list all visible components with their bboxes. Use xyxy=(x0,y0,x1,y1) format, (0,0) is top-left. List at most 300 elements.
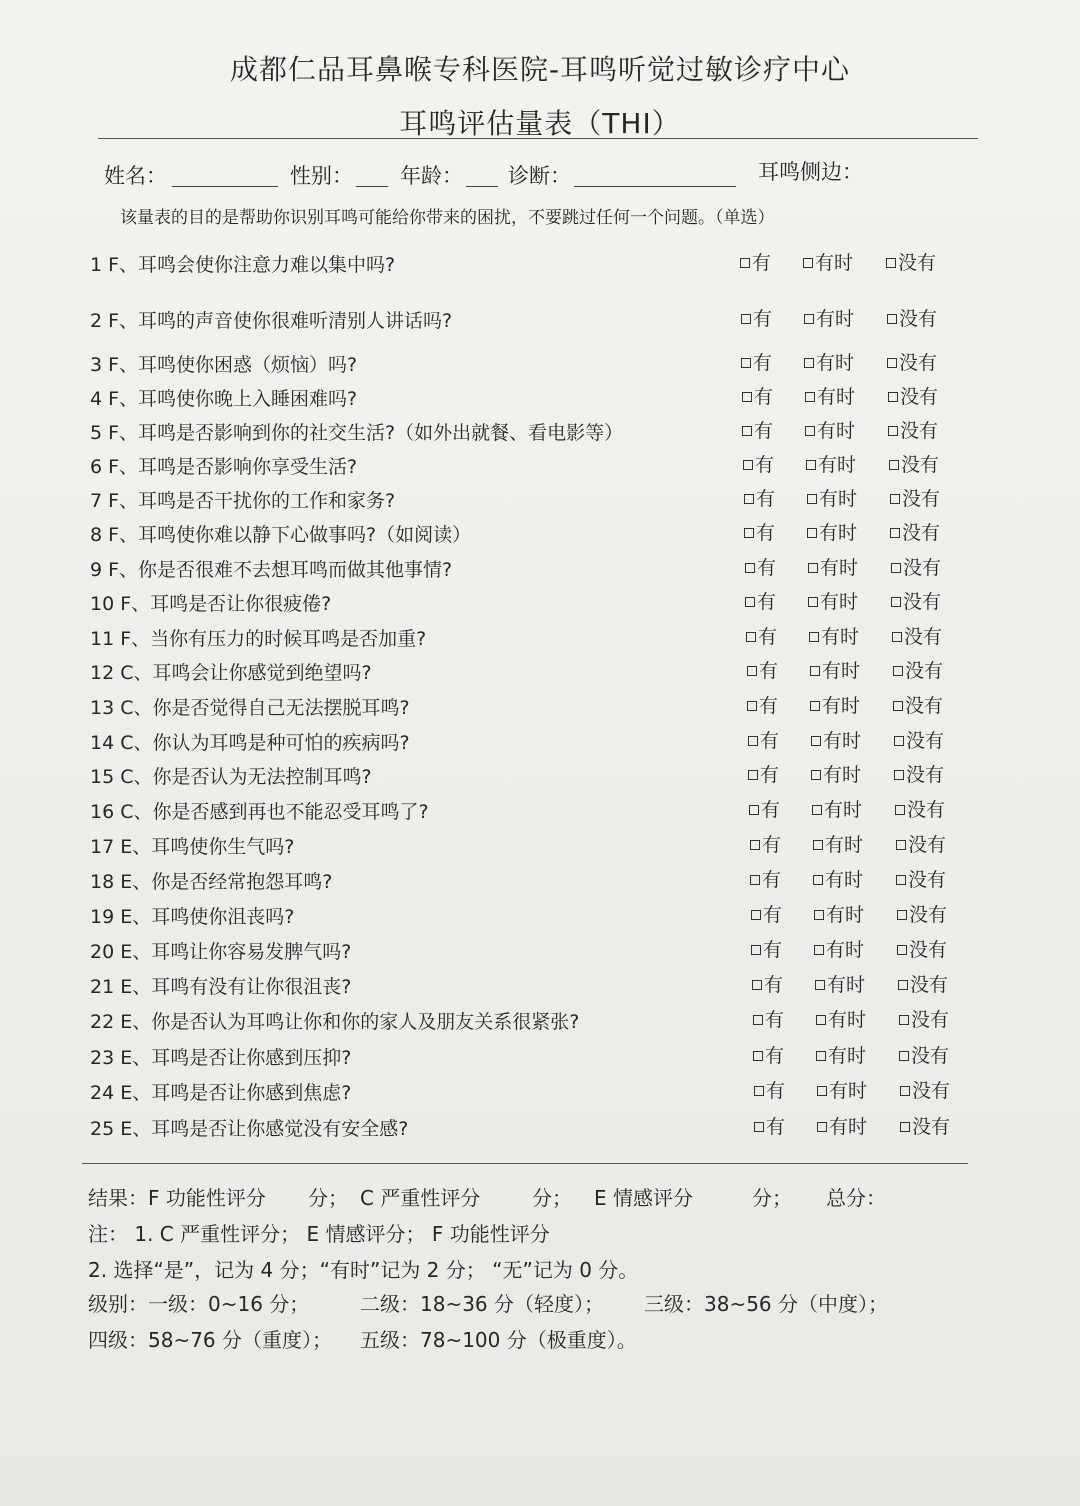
question-row xyxy=(0,622,1080,652)
gender-field[interactable] xyxy=(356,186,388,187)
option-label: 有时 xyxy=(822,695,861,717)
checkbox-icon[interactable] xyxy=(816,1015,826,1025)
option-no[interactable] xyxy=(896,830,946,857)
option-label: 没有 xyxy=(904,626,943,648)
option-yes[interactable] xyxy=(744,518,775,545)
checkbox-icon[interactable] xyxy=(898,980,908,990)
option-sometimes[interactable] xyxy=(809,622,859,649)
option-no[interactable] xyxy=(897,935,947,962)
question-row xyxy=(0,1076,1080,1106)
name-field[interactable] xyxy=(172,186,278,187)
option-yes[interactable] xyxy=(746,622,777,649)
question-text: 4 F、耳鸣使你晚上入睡困难吗? xyxy=(90,388,358,410)
question-text: 8 F、耳鸣使你难以静下心做事吗?（如阅读） xyxy=(90,524,472,546)
option-no[interactable] xyxy=(886,248,936,275)
checkbox-icon[interactable] xyxy=(892,632,902,642)
option-label: 有时 xyxy=(820,557,859,579)
grade-5: 五级：78~100 分（极重度）。 xyxy=(360,1328,637,1352)
option-label: 有时 xyxy=(823,730,862,752)
option-no[interactable] xyxy=(887,348,937,375)
age-label: 年龄： xyxy=(400,164,463,188)
checkbox-icon[interactable] xyxy=(891,597,901,607)
option-label: 没有 xyxy=(899,308,938,330)
grade-4: 四级：58~76 分（重度）； xyxy=(88,1328,333,1352)
checkbox-icon[interactable] xyxy=(897,945,907,955)
option-label: 有时 xyxy=(819,488,858,510)
option-yes[interactable] xyxy=(743,450,774,477)
option-sometimes[interactable] xyxy=(808,553,858,580)
option-label: 有时 xyxy=(817,420,856,442)
option-sometimes[interactable] xyxy=(805,416,855,443)
option-sometimes[interactable] xyxy=(805,382,855,409)
option-sometimes[interactable] xyxy=(814,935,864,962)
option-label: 没有 xyxy=(911,1045,950,1067)
checkbox-icon[interactable] xyxy=(815,980,825,990)
option-sometimes[interactable] xyxy=(811,726,861,753)
checkbox-icon[interactable] xyxy=(745,597,755,607)
option-label: 有 xyxy=(762,869,782,891)
hospital-name: 成都仁品耳鼻喉专科医院-耳鸣听觉过敏诊疗中心 xyxy=(229,53,851,86)
option-label: 有时 xyxy=(825,869,864,891)
checkbox-icon[interactable] xyxy=(894,770,904,780)
option-no[interactable] xyxy=(893,691,943,718)
checkbox-icon[interactable] xyxy=(886,258,896,268)
question-text: 16 C、你是否感到再也不能忍受耳鸣了? xyxy=(90,801,429,823)
option-label: 没有 xyxy=(903,591,942,613)
option-yes[interactable] xyxy=(741,304,772,331)
e-score-label: E 情感评分 xyxy=(594,1186,693,1210)
question-row xyxy=(0,1112,1080,1142)
question-text: 22 E、你是否认为耳鸣让你和你的家人及朋友关系很紧张? xyxy=(90,1011,580,1033)
checkbox-icon[interactable] xyxy=(893,666,903,676)
checkbox-icon[interactable] xyxy=(809,632,819,642)
option-label: 有时 xyxy=(826,904,865,926)
checkbox-icon[interactable] xyxy=(891,563,901,573)
name-label: 姓名： xyxy=(104,164,167,188)
option-sometimes[interactable] xyxy=(804,348,854,375)
checkbox-icon[interactable] xyxy=(807,494,817,504)
checkbox-icon[interactable] xyxy=(813,840,823,850)
option-no[interactable] xyxy=(894,760,944,787)
option-label: 有时 xyxy=(816,352,855,374)
checkbox-icon[interactable] xyxy=(804,314,814,324)
checkbox-icon[interactable] xyxy=(893,701,903,711)
checkbox-icon[interactable] xyxy=(749,805,759,815)
checkbox-icon[interactable] xyxy=(899,1015,909,1025)
option-label: 有 xyxy=(761,799,781,821)
option-label: 有时 xyxy=(825,834,864,856)
option-label: 有时 xyxy=(820,591,859,613)
checkbox-icon[interactable] xyxy=(808,563,818,573)
option-label: 没有 xyxy=(908,834,947,856)
grade-3: 三级：38~56 分（中度）； xyxy=(644,1292,889,1316)
option-sometimes[interactable] xyxy=(813,865,863,892)
option-label: 有时 xyxy=(824,799,863,821)
results-label: 结果： xyxy=(88,1186,148,1210)
question-text: 19 E、耳鸣使你沮丧吗? xyxy=(90,906,295,928)
instruction-text: 该量表的目的是帮助你识别耳鸣可能给你带来的困扰，不要跳过任何一个问题。（单选） xyxy=(120,208,775,228)
question-text: 14 C、你认为耳鸣是种可怕的疾病吗? xyxy=(90,732,410,754)
option-sometimes[interactable] xyxy=(811,760,861,787)
question-row xyxy=(0,656,1080,686)
question-row xyxy=(0,304,1080,334)
option-no[interactable] xyxy=(899,1041,949,1068)
question-text: 1 F、耳鸣会使你注意力难以集中吗? xyxy=(90,254,396,276)
grade-1: 一级：0~16 分； xyxy=(148,1292,310,1316)
question-row xyxy=(0,382,1080,412)
option-yes[interactable] xyxy=(750,865,781,892)
option-yes[interactable] xyxy=(745,587,776,614)
checkbox-icon[interactable] xyxy=(743,460,753,470)
option-label: 没有 xyxy=(909,904,948,926)
checkbox-icon[interactable] xyxy=(750,875,760,885)
option-label: 有时 xyxy=(823,764,862,786)
option-label: 没有 xyxy=(901,454,940,476)
f-score-unit: 分； xyxy=(308,1186,348,1210)
option-label: 有 xyxy=(754,386,774,408)
option-sometimes[interactable] xyxy=(817,1076,867,1103)
question-text: 10 F、耳鸣是否让你很疲倦? xyxy=(90,593,332,615)
option-label: 有 xyxy=(757,591,777,613)
grade-2: 二级：18~36 分（轻度）； xyxy=(360,1292,605,1316)
age-field[interactable] xyxy=(466,186,498,187)
option-yes[interactable] xyxy=(745,553,776,580)
option-sometimes[interactable] xyxy=(807,518,857,545)
checkbox-icon[interactable] xyxy=(900,1122,910,1132)
checkbox-icon[interactable] xyxy=(887,358,897,368)
checkbox-icon[interactable] xyxy=(811,736,821,746)
checkbox-icon[interactable] xyxy=(806,460,816,470)
checkbox-icon[interactable] xyxy=(807,528,817,538)
option-label: 有 xyxy=(763,939,783,961)
checkbox-icon[interactable] xyxy=(894,736,904,746)
option-label: 有 xyxy=(765,1009,785,1031)
option-no[interactable] xyxy=(893,656,943,683)
question-row xyxy=(0,865,1080,895)
option-label: 有 xyxy=(758,626,778,648)
option-yes[interactable] xyxy=(753,1005,784,1032)
question-row xyxy=(0,1005,1080,1035)
diagnosis-label: 诊断： xyxy=(508,164,571,188)
option-no[interactable] xyxy=(888,416,938,443)
option-yes[interactable] xyxy=(740,248,771,275)
option-sometimes[interactable] xyxy=(815,970,865,997)
checkbox-icon[interactable] xyxy=(812,805,822,815)
checkbox-icon[interactable] xyxy=(895,805,905,815)
option-label: 有 xyxy=(759,695,779,717)
option-yes[interactable] xyxy=(754,1112,785,1139)
checkbox-icon[interactable] xyxy=(750,840,760,850)
checkbox-icon[interactable] xyxy=(740,258,750,268)
question-row xyxy=(0,935,1080,965)
tinnitus-side-label: 耳鸣侧边： xyxy=(758,160,863,184)
checkbox-icon[interactable] xyxy=(803,258,813,268)
checkbox-icon[interactable] xyxy=(753,1051,763,1061)
question-text: 21 E、耳鸣有没有让你很沮丧? xyxy=(90,976,352,998)
note-line-2: 2. 选择“是”，记为 4 分；“有时”记为 2 分； “无”记为 0 分。 xyxy=(88,1258,639,1282)
question-text: 24 E、耳鸣是否让你感到焦虑? xyxy=(90,1082,352,1104)
gender-label: 性别： xyxy=(290,164,353,188)
option-sometimes[interactable] xyxy=(806,450,856,477)
option-yes[interactable] xyxy=(751,900,782,927)
checkbox-icon[interactable] xyxy=(805,392,815,402)
option-label: 有 xyxy=(760,730,780,752)
checkbox-icon[interactable] xyxy=(741,314,751,324)
option-no[interactable] xyxy=(895,795,945,822)
checkbox-icon[interactable] xyxy=(745,563,755,573)
option-label: 没有 xyxy=(900,420,939,442)
option-sometimes[interactable] xyxy=(816,1041,866,1068)
checkbox-icon[interactable] xyxy=(744,494,754,504)
option-yes[interactable] xyxy=(750,830,781,857)
option-label: 有时 xyxy=(822,660,861,682)
question-row xyxy=(0,348,1080,378)
option-yes[interactable] xyxy=(748,726,779,753)
option-sometimes[interactable] xyxy=(810,656,860,683)
option-yes[interactable] xyxy=(752,970,783,997)
checkbox-icon[interactable] xyxy=(890,528,900,538)
checkbox-icon[interactable] xyxy=(814,945,824,955)
question-text: 18 E、你是否经常抱怨耳鸣? xyxy=(90,871,333,893)
option-label: 有 xyxy=(762,834,782,856)
option-label: 没有 xyxy=(899,352,938,374)
option-yes[interactable] xyxy=(751,935,782,962)
f-score-label: F 功能性评分 xyxy=(148,1186,266,1210)
question-text: 15 C、你是否认为无法控制耳鸣? xyxy=(90,766,372,788)
option-label: 没有 xyxy=(910,974,949,996)
question-text: 23 E、耳鸣是否让你感到压抑? xyxy=(90,1047,352,1069)
c-score-label: C 严重性评分 xyxy=(360,1186,481,1210)
e-score-unit: 分； xyxy=(752,1186,792,1210)
option-sometimes[interactable] xyxy=(812,795,862,822)
question-text: 17 E、耳鸣使你生气吗? xyxy=(90,836,295,858)
question-row xyxy=(0,970,1080,1000)
option-label: 有 xyxy=(753,308,773,330)
question-row xyxy=(0,691,1080,721)
question-row xyxy=(0,484,1080,514)
option-yes[interactable] xyxy=(747,691,778,718)
checkbox-icon[interactable] xyxy=(805,426,815,436)
option-yes[interactable] xyxy=(749,795,780,822)
results-divider xyxy=(82,1163,968,1164)
question-text: 9 F、你是否很难不去想耳鸣而做其他事情? xyxy=(90,559,453,581)
diagnosis-field[interactable] xyxy=(574,186,736,187)
option-label: 有 xyxy=(754,420,774,442)
question-text: 5 F、耳鸣是否影响到你的社交生活?（如外出就餐、看电影等） xyxy=(90,422,624,444)
question-text: 13 C、你是否觉得自己无法摆脱耳鸣? xyxy=(90,697,410,719)
option-no[interactable] xyxy=(898,970,948,997)
checkbox-icon[interactable] xyxy=(811,770,821,780)
c-score-unit: 分； xyxy=(532,1186,572,1210)
question-text: 11 F、当你有压力的时候耳鸣是否加重? xyxy=(90,628,427,650)
option-label: 有 xyxy=(766,1116,786,1138)
checkbox-icon[interactable] xyxy=(741,358,751,368)
question-text: 3 F、耳鸣使你困惑（烦恼）吗? xyxy=(90,354,358,376)
checkbox-icon[interactable] xyxy=(751,945,761,955)
option-no[interactable] xyxy=(890,484,940,511)
option-no[interactable] xyxy=(891,587,941,614)
option-label: 有 xyxy=(757,557,777,579)
checkbox-icon[interactable] xyxy=(817,1086,827,1096)
total-score-label: 总分： xyxy=(826,1186,886,1210)
option-label: 有时 xyxy=(815,252,854,274)
checkbox-icon[interactable] xyxy=(742,426,752,436)
option-sometimes[interactable] xyxy=(814,900,864,927)
option-no[interactable] xyxy=(897,900,947,927)
option-label: 有 xyxy=(759,660,779,682)
option-label: 有时 xyxy=(827,974,866,996)
option-label: 有 xyxy=(763,904,783,926)
option-yes[interactable] xyxy=(744,484,775,511)
checkbox-icon[interactable] xyxy=(804,358,814,368)
checkbox-icon[interactable] xyxy=(900,1086,910,1096)
option-label: 有时 xyxy=(818,454,857,476)
note-line-1: 注： 1. C 严重性评分； E 情感评分； F 功能性评分 xyxy=(88,1222,550,1246)
checkbox-icon[interactable] xyxy=(896,875,906,885)
question-row xyxy=(0,450,1080,480)
option-label: 没有 xyxy=(908,869,947,891)
checkbox-icon[interactable] xyxy=(889,460,899,470)
question-text: 7 F、耳鸣是否干扰你的工作和家务? xyxy=(90,490,396,512)
checkbox-icon[interactable] xyxy=(747,666,757,676)
option-sometimes[interactable] xyxy=(810,691,860,718)
question-row xyxy=(0,760,1080,790)
option-no[interactable] xyxy=(900,1076,950,1103)
checkbox-icon[interactable] xyxy=(742,392,752,402)
option-label: 有时 xyxy=(819,522,858,544)
checkbox-icon[interactable] xyxy=(816,1051,826,1061)
option-label: 有 xyxy=(756,522,776,544)
option-label: 有时 xyxy=(828,1045,867,1067)
option-label: 有 xyxy=(764,974,784,996)
checkbox-icon[interactable] xyxy=(751,910,761,920)
question-text: 6 F、耳鸣是否影响你享受生活? xyxy=(90,456,358,478)
option-label: 有时 xyxy=(826,939,865,961)
option-label: 有时 xyxy=(829,1080,868,1102)
option-label: 没有 xyxy=(906,764,945,786)
option-label: 没有 xyxy=(902,522,941,544)
option-label: 有时 xyxy=(816,308,855,330)
option-label: 有时 xyxy=(829,1116,868,1138)
checkbox-icon[interactable] xyxy=(896,840,906,850)
option-label: 没有 xyxy=(898,252,937,274)
checkbox-icon[interactable] xyxy=(748,736,758,746)
checkbox-icon[interactable] xyxy=(813,875,823,885)
question-row xyxy=(0,518,1080,548)
question-row xyxy=(0,830,1080,860)
checkbox-icon[interactable] xyxy=(753,1015,763,1025)
question-text: 20 E、耳鸣让你容易发脾气吗? xyxy=(90,941,352,963)
question-row xyxy=(0,1041,1080,1071)
option-yes[interactable] xyxy=(741,348,772,375)
option-label: 没有 xyxy=(912,1080,951,1102)
option-label: 有时 xyxy=(817,386,856,408)
option-no[interactable] xyxy=(896,865,946,892)
option-label: 没有 xyxy=(907,799,946,821)
option-no[interactable] xyxy=(892,622,942,649)
checkbox-icon[interactable] xyxy=(814,910,824,920)
question-text: 25 E、耳鸣是否让你感觉没有安全感? xyxy=(90,1118,409,1140)
option-sometimes[interactable] xyxy=(817,1112,867,1139)
option-label: 有时 xyxy=(821,626,860,648)
option-label: 有 xyxy=(765,1045,785,1067)
option-sometimes[interactable] xyxy=(807,484,857,511)
option-no[interactable] xyxy=(889,450,939,477)
option-label: 有时 xyxy=(828,1009,867,1031)
checkbox-icon[interactable] xyxy=(754,1086,764,1096)
checkbox-icon[interactable] xyxy=(748,770,758,780)
question-row xyxy=(0,416,1080,446)
option-label: 没有 xyxy=(911,1009,950,1031)
option-label: 没有 xyxy=(905,660,944,682)
option-label: 没有 xyxy=(900,386,939,408)
grade-label: 级别： xyxy=(88,1292,148,1316)
option-sometimes[interactable] xyxy=(804,304,854,331)
option-sometimes[interactable] xyxy=(813,830,863,857)
option-label: 有 xyxy=(760,764,780,786)
option-yes[interactable] xyxy=(742,382,773,409)
checkbox-icon[interactable] xyxy=(887,314,897,324)
checkbox-icon[interactable] xyxy=(888,392,898,402)
title-divider xyxy=(98,138,978,139)
option-label: 有 xyxy=(753,352,773,374)
checkbox-icon[interactable] xyxy=(897,910,907,920)
question-row xyxy=(0,587,1080,617)
form-title: 耳鸣评估量表（THI） xyxy=(399,107,681,140)
option-label: 有 xyxy=(756,488,776,510)
option-label: 有 xyxy=(752,252,772,274)
checkbox-icon[interactable] xyxy=(808,597,818,607)
option-yes[interactable] xyxy=(753,1041,784,1068)
option-yes[interactable] xyxy=(748,760,779,787)
checkbox-icon[interactable] xyxy=(817,1122,827,1132)
option-yes[interactable] xyxy=(742,416,773,443)
option-label: 没有 xyxy=(902,488,941,510)
option-label: 没有 xyxy=(905,695,944,717)
option-sometimes[interactable] xyxy=(808,587,858,614)
option-no[interactable] xyxy=(894,726,944,753)
option-label: 没有 xyxy=(903,557,942,579)
checkbox-icon[interactable] xyxy=(754,1122,764,1132)
checkbox-icon[interactable] xyxy=(890,494,900,504)
checkbox-icon[interactable] xyxy=(810,666,820,676)
option-label: 没有 xyxy=(906,730,945,752)
question-row xyxy=(0,900,1080,930)
checkbox-icon[interactable] xyxy=(752,980,762,990)
checkbox-icon[interactable] xyxy=(810,701,820,711)
checkbox-icon[interactable] xyxy=(899,1051,909,1061)
option-label: 没有 xyxy=(909,939,948,961)
option-sometimes[interactable] xyxy=(816,1005,866,1032)
checkbox-icon[interactable] xyxy=(746,632,756,642)
option-no[interactable] xyxy=(899,1005,949,1032)
option-no[interactable] xyxy=(888,382,938,409)
option-no[interactable] xyxy=(887,304,937,331)
option-yes[interactable] xyxy=(754,1076,785,1103)
option-label: 没有 xyxy=(912,1116,951,1138)
option-no[interactable] xyxy=(890,518,940,545)
option-sometimes[interactable] xyxy=(803,248,853,275)
question-text: 2 F、耳鸣的声音使你很难听清别人讲话吗? xyxy=(90,310,453,332)
checkbox-icon[interactable] xyxy=(747,701,757,711)
question-row xyxy=(0,248,1080,278)
option-yes[interactable] xyxy=(747,656,778,683)
checkbox-icon[interactable] xyxy=(744,528,754,538)
option-no[interactable] xyxy=(891,553,941,580)
option-no[interactable] xyxy=(900,1112,950,1139)
checkbox-icon[interactable] xyxy=(888,426,898,436)
question-row xyxy=(0,553,1080,583)
